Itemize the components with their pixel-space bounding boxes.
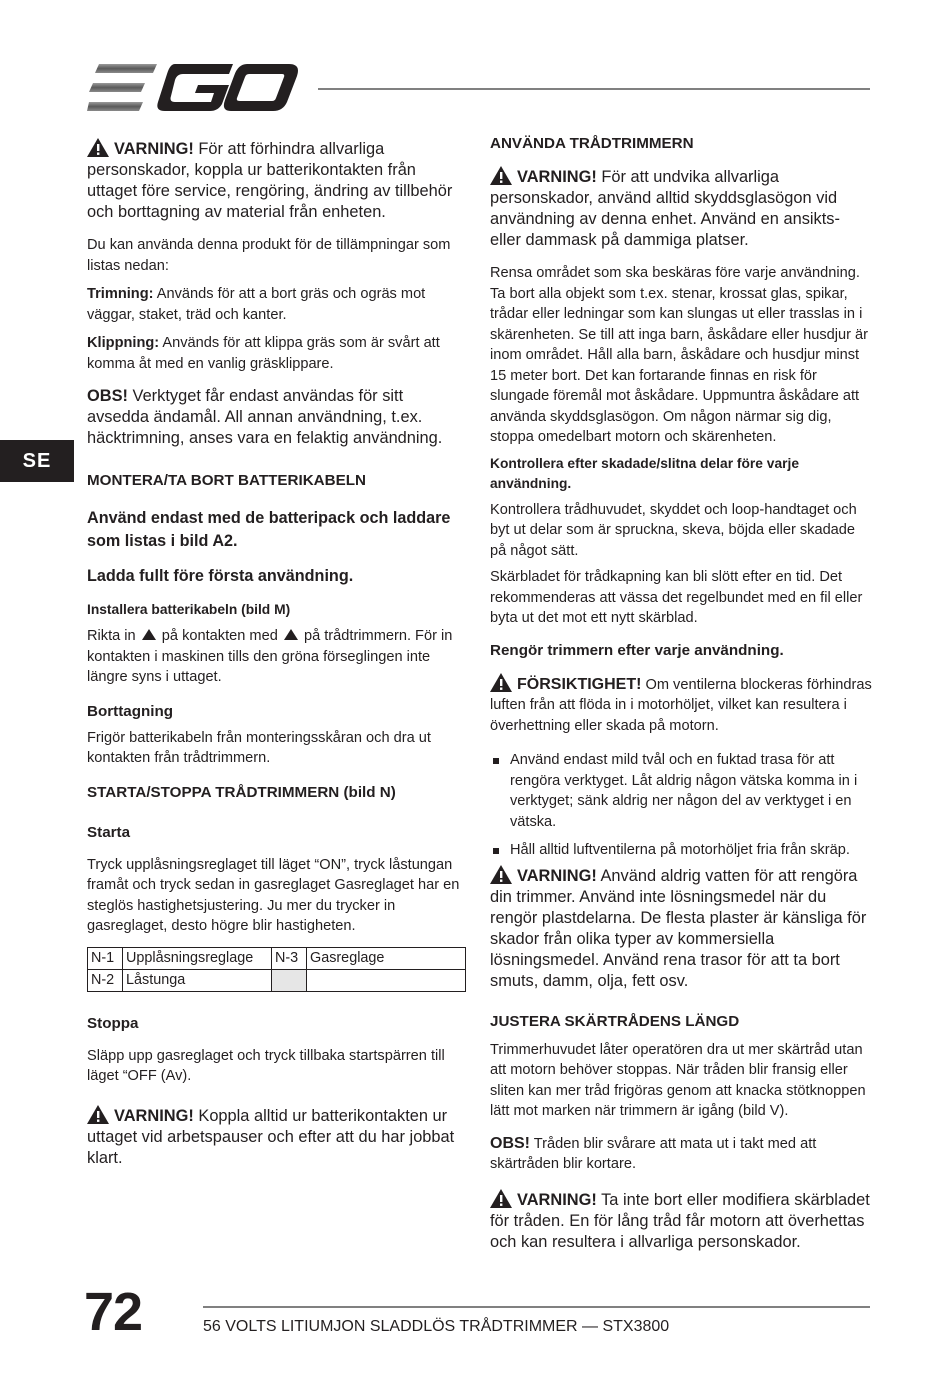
caution-text: Om ventilerna blockeras förhindras luften från att flöda in i motorhöljet, vilket kan resultera i överhettning eller skada på motorn.	[490, 676, 872, 734]
warning-icon	[87, 1105, 109, 1124]
legend-label: Upplåsningsreglage	[123, 947, 272, 969]
sub-install: Installera batterikabeln (bild M)	[87, 602, 291, 617]
sub-start: Starta	[87, 823, 131, 841]
heading-adjust: JUSTERA SKÄRTRÅDENS LÄNGD	[490, 1012, 740, 1030]
warning-label: VARNING!	[517, 866, 597, 885]
warning-breaks	[87, 1105, 467, 1169]
legend-row	[88, 947, 466, 969]
legend-code: N-3	[272, 947, 307, 969]
cleaning-bullets	[490, 750, 872, 861]
legend-code	[272, 969, 307, 991]
warning-no-water	[490, 865, 872, 992]
check-text: Kontrollera trådhuvudet, skyddet och loop-handtaget och byt ut delar som är spruckna, skeva, böjda eller skadade på något sätt.	[490, 501, 857, 559]
obs-label: OBS!	[87, 387, 128, 405]
blade-text: Skärbladet för trådkapning kan bli slött efter en tid. Det rekommenderas att vässa det regelbundet med en fil eller byta ut det mot ett nytt skärblad.	[490, 569, 863, 626]
right-column	[490, 132, 872, 1253]
bold-charge: Ladda fullt före första användning.	[87, 567, 354, 585]
legend-code: N-2	[88, 969, 123, 991]
obs-paragraph	[87, 386, 467, 449]
ego-logo	[87, 64, 299, 112]
warning-blade	[490, 1189, 872, 1253]
legend-label: Låstunga	[123, 969, 272, 991]
heading-use: ANVÄNDA TRÅDTRIMMERN	[490, 135, 694, 152]
warning-label: VARNING!	[114, 140, 194, 158]
clear-area-text: Rensa området som ska beskäras före varje användning. Ta bort alla objekt som t.ex. stenar, krossat glas, spikar, trådar eller ledningar som kan slungas ut eller trasslas in i skärenheten. Se till att inga barn, åskådare eller husdjur är inom området. Håll alla barn, åskådare och husdjur minst 15 meter bort. Det kan fortarande finnas en risk för slungade föremål mot åskådare. Uppmuntra åskådare att använda skyddsglasögon. Om någon närmar sig dig, stoppa omedelbart motorn och skärenheten.	[490, 265, 869, 445]
warning-text: Ta inte bort eller modifiera skärbladet för tråden. En för lång tråd får motorn att överhettas och kan resultera i allvarliga personskador.	[490, 1190, 870, 1251]
warning-text: För att förhindra allvarliga personskador, koppla ur batterikontakten från uttaget före service, rengöring, ändring av tillbehör och borttagning av material från enheten.	[87, 140, 453, 221]
triangle-marker-icon	[142, 629, 156, 640]
warning-disconnect	[87, 138, 467, 223]
heading-start-stop: STARTA/STOPPA TRÅDTRIMMERN (bild N)	[87, 783, 396, 801]
header-rule	[318, 88, 870, 90]
list-item: Använd endast mild tvål och en fuktad trasa för att rengöra verktyget. Låt aldrig någon vätska komma in i verktyget; sänk aldrig ner någon del av verktyget i en vätska.	[490, 750, 872, 832]
clip-label: Klippning:	[87, 335, 160, 351]
footer-title: 56 VOLTS LITIUMJON SLADDLÖS TRÅDTRIMMER — STX3800	[203, 1318, 670, 1335]
warning-icon	[490, 673, 512, 692]
adjust-text: Trimmerhuvudet låter operatören dra ut mer skärtråd utan att motorn behöver stoppas. När tråden blir fransig eller sliten kan mer tråd frigöras genom att knacka stötknoppen lätt mot marken när trimmern är igång (bild V).	[490, 1041, 866, 1119]
caution-label: FÖRSIKTIGHET!	[517, 675, 642, 693]
warning-icon	[490, 1189, 512, 1208]
legend-label: Gasreglage	[307, 947, 466, 969]
warning-label: VARNING!	[517, 1190, 597, 1209]
start-text: Tryck upplåsningsreglaget till läget “ON”, tryck låstungan framåt och tryck sedan in gasreglaget Gasreglaget har en steglös hastighetsjustering. Ju mer du trycker in gasreglaget, desto högre blir hastigheten.	[87, 856, 460, 934]
warning-eye-protection	[490, 166, 872, 251]
trim-label: Trimning:	[87, 286, 154, 302]
sub-clean: Rengör trimmern efter varje användning.	[490, 641, 784, 659]
install-text-part3: på trådtrimmern. För in kontakten i maskinen tills den gröna förseglingen inte längre syns i uttaget.	[87, 628, 453, 685]
install-text-part2: på kontakten med	[161, 628, 278, 644]
obs2-label: OBS!	[490, 1134, 530, 1152]
legend-table	[87, 947, 466, 992]
legend-code: N-1	[88, 947, 123, 969]
trim-paragraph	[87, 284, 467, 325]
triangle-marker-icon	[284, 629, 298, 640]
language-tab: SE	[0, 440, 74, 482]
sub-remove: Borttagning	[87, 702, 174, 720]
warning-icon	[87, 138, 109, 157]
trim-text: Används för att a bort gräs och ogräs mot väggar, staket, träd och kanter.	[87, 286, 426, 323]
obs-text: Verktyget får endast användas för sitt avsedda ändamål. All annan användning, t.ex. häcktrimning, anses vara en felaktig användning.	[87, 387, 443, 447]
warning-text: För att undvika allvarliga personskador, använd alltid skyddsglasögon vid användning av denna enhet. Använd en ansikts- eller dammask på dammiga platser.	[490, 168, 840, 249]
legend-row	[88, 969, 466, 991]
warning-text: Använd aldrig vatten för att rengöra din trimmer. Använd inte lösningsmedel när du rengör plastdelarna. De flesta plaster är känsliga för skador från olika typer av kommersiella lösningsmedel. Använd rena trasor för att ta bort smuts, damm, olja, fett osv.	[490, 866, 867, 990]
bold-batteries: Använd endast med de batteripack och laddare som listas i bild A2.	[87, 509, 451, 550]
warning-icon	[490, 166, 512, 185]
stop-text: Släpp upp gasreglaget och tryck tillbaka startspärren till läget “OFF (Av).	[87, 1047, 445, 1084]
obs2-paragraph	[490, 1134, 872, 1175]
footer-rule	[203, 1306, 870, 1308]
clip-text: Används för att klippa gräs som är svårt att komma åt med en vanlig gräsklippare.	[87, 335, 440, 372]
sub-check: Kontrollera efter skadade/slitna delar före varje användning.	[490, 455, 800, 491]
obs2-text: Tråden blir svårare att mata ut i takt med att skärtråden blir kortare.	[490, 1135, 817, 1172]
install-text	[87, 626, 467, 688]
clip-paragraph	[87, 333, 467, 374]
remove-text: Frigör batterikabeln från monteringsskåran och dra ut kontakten från trådtrimmern.	[87, 729, 431, 766]
warning-label: VARNING!	[517, 168, 597, 186]
list-item: Håll alltid luftventilerna på motorhöljet fria från skräp.	[490, 840, 872, 861]
install-text-part1: Rikta in	[87, 628, 136, 644]
heading-mount: MONTERA/TA BORT BATTERIKABELN	[87, 472, 366, 489]
intro-text: Du kan använda denna produkt för de tillämpningar som listas nedan:	[87, 237, 451, 274]
sub-stop: Stoppa	[87, 1014, 139, 1032]
left-column	[87, 132, 467, 1169]
warning-icon	[490, 865, 512, 884]
warning-text: Koppla alltid ur batterikontakten ur uttaget vid arbetspauser och efter att du har jobbat klart.	[87, 1106, 455, 1167]
warning-label: VARNING!	[114, 1106, 194, 1125]
caution-paragraph	[490, 673, 872, 737]
page-number: 72	[84, 1282, 143, 1342]
legend-label	[307, 969, 466, 991]
